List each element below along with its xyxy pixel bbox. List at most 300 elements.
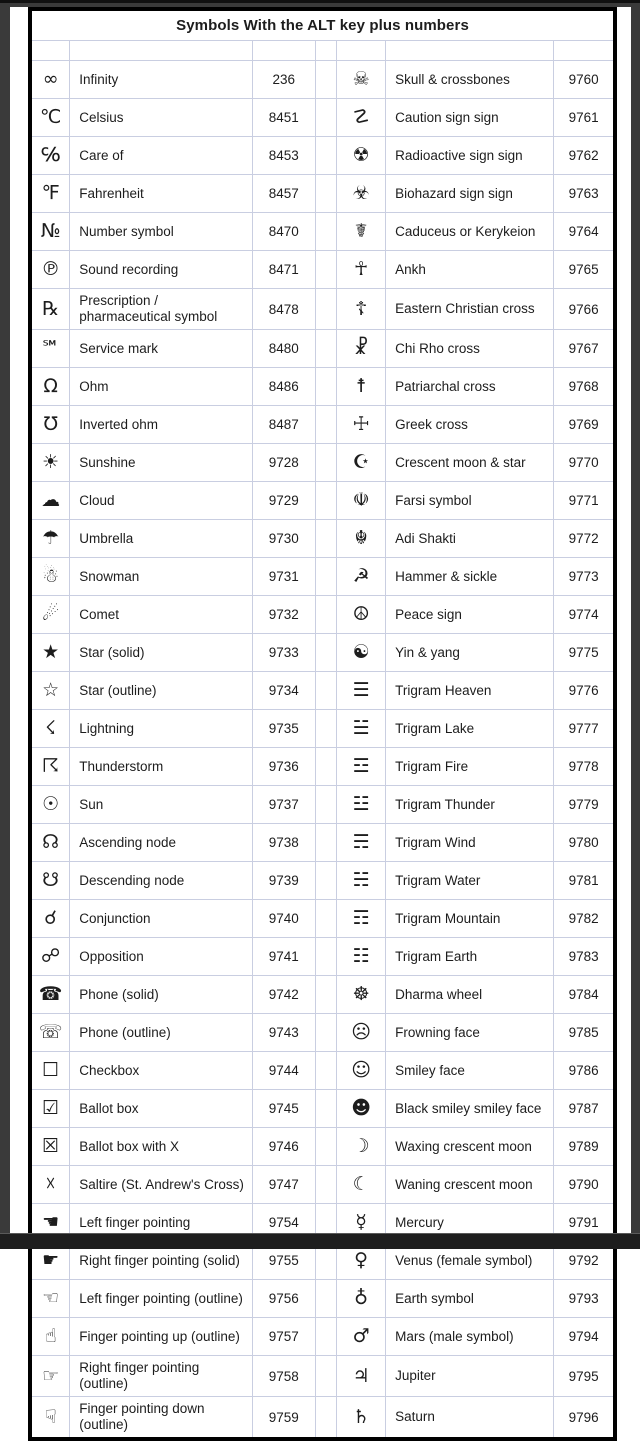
table-row: [30, 786, 615, 824]
spacer-cell: [315, 1356, 336, 1397]
alt-code-left: 9742: [252, 976, 315, 1014]
table-row: [30, 1014, 615, 1052]
spacer-cell: [315, 1090, 336, 1128]
alt-code-right: 9764: [554, 213, 615, 251]
alt-code-right: 9761: [554, 99, 615, 137]
symbol-glyph-left: ★: [30, 634, 70, 672]
symbol-glyph-right: ☱: [337, 710, 386, 748]
alt-code-right: 9794: [554, 1318, 615, 1356]
spacer-cell: [315, 406, 336, 444]
alt-code-right: 9768: [554, 368, 615, 406]
symbol-glyph-right: ☽: [337, 1128, 386, 1166]
table-row: [30, 1397, 615, 1440]
spacer-cell: [315, 976, 336, 1014]
symbol-glyph-left: ☓: [30, 1166, 70, 1204]
table-row: [30, 137, 615, 175]
symbol-name-left: Cloud: [70, 482, 252, 520]
symbol-name-left: Comet: [70, 596, 252, 634]
symbol-glyph-left: ℞: [30, 289, 70, 330]
alt-code-left: 9755: [252, 1242, 315, 1280]
symbol-glyph-left: ℠: [30, 330, 70, 368]
symbol-glyph-left: ☞: [30, 1356, 70, 1397]
alt-code-right: 9781: [554, 862, 615, 900]
alt-code-right: 9770: [554, 444, 615, 482]
symbol-glyph-left: ☄: [30, 596, 70, 634]
symbol-name-right: Trigram Wind: [386, 824, 554, 862]
symbol-glyph-right: ☭: [337, 558, 386, 596]
symbol-name-right: Trigram Heaven: [386, 672, 554, 710]
symbol-glyph-left: ☈: [30, 748, 70, 786]
alt-code-right: 9769: [554, 406, 615, 444]
symbol-glyph-right: ☪: [337, 444, 386, 482]
symbol-name-right: Biohazard sign sign: [386, 175, 554, 213]
table-row: [30, 289, 615, 330]
symbol-name-left: Fahrenheit: [70, 175, 252, 213]
alt-codes-table: [28, 7, 617, 1441]
spacer-cell: [315, 862, 336, 900]
symbol-name-right: Eastern Christian cross: [386, 289, 554, 330]
alt-code-left: 9735: [252, 710, 315, 748]
spacer-cell: [315, 748, 336, 786]
symbol-name-left: Star (solid): [70, 634, 252, 672]
symbol-name-left: Left finger pointing (outline): [70, 1280, 252, 1318]
symbol-glyph-right: ☡: [337, 99, 386, 137]
alt-code-left: 9757: [252, 1318, 315, 1356]
symbol-name-left: Right finger pointing (outline): [70, 1356, 252, 1397]
spacer-cell: [315, 99, 336, 137]
symbol-glyph-left: ☝: [30, 1318, 70, 1356]
table-row: [30, 596, 615, 634]
symbol-name-left: Conjunction: [70, 900, 252, 938]
table-row: [30, 251, 615, 289]
table-row: [30, 520, 615, 558]
empty-cell: [30, 41, 70, 61]
symbol-name-right: Radioactive sign sign: [386, 137, 554, 175]
symbol-glyph-right: ☴: [337, 824, 386, 862]
alt-code-left: 8457: [252, 175, 315, 213]
alt-code-left: 9737: [252, 786, 315, 824]
table-row: [30, 1242, 615, 1280]
alt-code-right: 9773: [554, 558, 615, 596]
table-title: Symbols With the ALT key plus numbers: [30, 9, 615, 41]
symbol-glyph-left: ☚: [30, 1204, 70, 1242]
spacer-cell: [315, 672, 336, 710]
symbol-name-right: Saturn: [386, 1397, 554, 1440]
table-title-row: [30, 9, 615, 41]
symbol-name-right: Yin & yang: [386, 634, 554, 672]
symbol-name-left: Right finger pointing (solid): [70, 1242, 252, 1280]
symbol-glyph-left: ℗: [30, 251, 70, 289]
symbol-glyph-left: ☁: [30, 482, 70, 520]
table-row: [30, 976, 615, 1014]
symbol-glyph-left: Ω: [30, 368, 70, 406]
symbol-glyph-left: ☀: [30, 444, 70, 482]
spacer-cell: [315, 596, 336, 634]
alt-code-left: 9741: [252, 938, 315, 976]
symbol-name-right: Hammer & sickle: [386, 558, 554, 596]
symbol-glyph-left: ☃: [30, 558, 70, 596]
symbol-name-right: Peace sign: [386, 596, 554, 634]
alt-code-left: 9734: [252, 672, 315, 710]
symbol-glyph-right: ☻: [337, 1090, 386, 1128]
symbol-glyph-right: ☰: [337, 672, 386, 710]
symbol-glyph-left: ☉: [30, 786, 70, 824]
symbol-name-left: Ohm: [70, 368, 252, 406]
empty-cell: [386, 41, 554, 61]
table-row: [30, 1052, 615, 1090]
symbol-name-left: Left finger pointing: [70, 1204, 252, 1242]
empty-cell: [337, 41, 386, 61]
alt-code-left: 9759: [252, 1397, 315, 1440]
symbol-name-left: Sunshine: [70, 444, 252, 482]
symbol-name-right: Waning crescent moon: [386, 1166, 554, 1204]
symbol-glyph-left: ☍: [30, 938, 70, 976]
symbol-glyph-right: ☺: [337, 1052, 386, 1090]
spacer-cell: [315, 1052, 336, 1090]
table-row: [30, 900, 615, 938]
spacer-cell: [315, 558, 336, 596]
symbol-name-left: Infinity: [70, 61, 252, 99]
symbol-glyph-right: ☧: [337, 330, 386, 368]
symbol-glyph-left: ☑: [30, 1090, 70, 1128]
alt-code-right: 9786: [554, 1052, 615, 1090]
symbol-name-left: Sun: [70, 786, 252, 824]
spacer-cell: [315, 1128, 336, 1166]
symbol-glyph-right: ☾: [337, 1166, 386, 1204]
alt-code-right: 9765: [554, 251, 615, 289]
symbol-name-left: Finger pointing up (outline): [70, 1318, 252, 1356]
alt-code-left: 9754: [252, 1204, 315, 1242]
table-row: [30, 330, 615, 368]
alt-code-right: 9763: [554, 175, 615, 213]
alt-code-right: 9779: [554, 786, 615, 824]
table-row: [30, 1318, 615, 1356]
alt-code-right: 9762: [554, 137, 615, 175]
symbol-name-right: Ankh: [386, 251, 554, 289]
alt-code-right: 9785: [554, 1014, 615, 1052]
symbol-name-left: Sound recording: [70, 251, 252, 289]
symbol-name-right: Mercury: [386, 1204, 554, 1242]
alt-code-left: 9733: [252, 634, 315, 672]
table-row: [30, 862, 615, 900]
table-row: [30, 482, 615, 520]
symbol-name-right: Farsi symbol: [386, 482, 554, 520]
symbol-glyph-left: ℧: [30, 406, 70, 444]
symbol-glyph-right: ☬: [337, 520, 386, 558]
spacer-cell: [315, 1280, 336, 1318]
spacer-cell: [315, 900, 336, 938]
symbol-name-left: Prescription / pharmaceutical symbol: [70, 289, 252, 330]
table-row: [30, 406, 615, 444]
alt-code-left: 9745: [252, 1090, 315, 1128]
symbol-name-left: Ballot box: [70, 1090, 252, 1128]
symbol-glyph-left: ☇: [30, 710, 70, 748]
alt-code-left: 8471: [252, 251, 315, 289]
symbol-glyph-right: ♀: [337, 1242, 386, 1280]
symbol-glyph-left: ☏: [30, 1014, 70, 1052]
symbol-name-right: Crescent moon & star: [386, 444, 554, 482]
symbol-glyph-right: ☶: [337, 900, 386, 938]
symbol-glyph-right: ☦: [337, 289, 386, 330]
alt-code-right: 9776: [554, 672, 615, 710]
empty-cell: [70, 41, 252, 61]
alt-code-right: 9767: [554, 330, 615, 368]
spacer-cell: [315, 213, 336, 251]
table-row: [30, 368, 615, 406]
symbol-glyph-left: ☟: [30, 1397, 70, 1440]
alt-code-left: 9732: [252, 596, 315, 634]
table-row: [30, 1128, 615, 1166]
symbol-name-left: Snowman: [70, 558, 252, 596]
symbol-glyph-right: ☵: [337, 862, 386, 900]
symbol-glyph-right: ☤: [337, 213, 386, 251]
table-row: [30, 1166, 615, 1204]
symbol-glyph-left: ℅: [30, 137, 70, 175]
symbol-name-left: Ascending node: [70, 824, 252, 862]
alt-code-left: 9744: [252, 1052, 315, 1090]
symbol-name-right: Smiley face: [386, 1052, 554, 1090]
symbol-glyph-right: ☯: [337, 634, 386, 672]
symbol-name-left: Phone (outline): [70, 1014, 252, 1052]
symbol-glyph-left: ☆: [30, 672, 70, 710]
symbol-glyph-left: №: [30, 213, 70, 251]
table-row: [30, 710, 615, 748]
symbol-name-right: Dharma wheel: [386, 976, 554, 1014]
symbol-name-right: Mars (male symbol): [386, 1318, 554, 1356]
spacer-cell: [315, 444, 336, 482]
symbol-glyph-right: ☨: [337, 368, 386, 406]
symbol-glyph-right: ☣: [337, 175, 386, 213]
spacer-cell: [315, 330, 336, 368]
symbol-name-right: Caduceus or Kerykeion: [386, 213, 554, 251]
table-row: [30, 748, 615, 786]
symbol-glyph-left: ℃: [30, 99, 70, 137]
alt-code-right: 9775: [554, 634, 615, 672]
empty-cell: [252, 41, 315, 61]
alt-code-left: 9730: [252, 520, 315, 558]
table-row: [30, 824, 615, 862]
alt-code-left: 9743: [252, 1014, 315, 1052]
symbol-name-left: Celsius: [70, 99, 252, 137]
spacer-cell: [315, 786, 336, 824]
symbol-name-right: Waxing crescent moon: [386, 1128, 554, 1166]
symbol-name-left: Service mark: [70, 330, 252, 368]
alt-code-right: 9777: [554, 710, 615, 748]
symbol-glyph-left: ☒: [30, 1128, 70, 1166]
alt-code-left: 9731: [252, 558, 315, 596]
symbol-name-right: Jupiter: [386, 1356, 554, 1397]
symbol-name-right: Frowning face: [386, 1014, 554, 1052]
symbol-name-right: Patriarchal cross: [386, 368, 554, 406]
table-row: [30, 213, 615, 251]
symbol-name-left: Number symbol: [70, 213, 252, 251]
symbol-name-right: Trigram Fire: [386, 748, 554, 786]
alt-code-right: 9790: [554, 1166, 615, 1204]
symbol-glyph-right: ☫: [337, 482, 386, 520]
symbol-name-right: Trigram Water: [386, 862, 554, 900]
alt-code-left: 8486: [252, 368, 315, 406]
alt-code-right: 9778: [554, 748, 615, 786]
symbol-glyph-right: ☹: [337, 1014, 386, 1052]
symbol-glyph-right: ☥: [337, 251, 386, 289]
alt-code-right: 9760: [554, 61, 615, 99]
symbol-glyph-right: ☩: [337, 406, 386, 444]
symbol-name-right: Adi Shakti: [386, 520, 554, 558]
symbol-glyph-left: ∞: [30, 61, 70, 99]
symbol-name-left: Descending node: [70, 862, 252, 900]
empty-cell: [315, 41, 336, 61]
symbol-name-right: Trigram Lake: [386, 710, 554, 748]
spacer-cell: [315, 710, 336, 748]
spacer-cell: [315, 824, 336, 862]
symbol-glyph-left: ☂: [30, 520, 70, 558]
symbol-glyph-left: ☋: [30, 862, 70, 900]
symbol-name-left: Phone (solid): [70, 976, 252, 1014]
alt-code-right: 9795: [554, 1356, 615, 1397]
table-row: [30, 1090, 615, 1128]
alt-code-left: 9758: [252, 1356, 315, 1397]
spacer-cell: [315, 1166, 336, 1204]
alt-code-right: 9774: [554, 596, 615, 634]
symbol-glyph-right: ♁: [337, 1280, 386, 1318]
alt-code-right: 9783: [554, 938, 615, 976]
alt-code-right: 9787: [554, 1090, 615, 1128]
alt-code-right: 9791: [554, 1204, 615, 1242]
table-row: [30, 558, 615, 596]
alt-code-left: 9728: [252, 444, 315, 482]
symbol-glyph-right: ☿: [337, 1204, 386, 1242]
symbol-name-left: Thunderstorm: [70, 748, 252, 786]
alt-code-right: 9796: [554, 1397, 615, 1440]
symbol-name-left: Saltire (St. Andrew's Cross): [70, 1166, 252, 1204]
symbol-glyph-right: ☲: [337, 748, 386, 786]
symbol-name-right: Venus (female symbol): [386, 1242, 554, 1280]
spacer-cell: [315, 175, 336, 213]
spacer-cell: [315, 1318, 336, 1356]
symbol-glyph-right: ♄: [337, 1397, 386, 1440]
symbol-glyph-left: ☎: [30, 976, 70, 1014]
alt-code-left: 9729: [252, 482, 315, 520]
table-row: [30, 175, 615, 213]
symbol-name-right: Chi Rho cross: [386, 330, 554, 368]
symbol-name-right: Greek cross: [386, 406, 554, 444]
spacer-cell: [315, 482, 336, 520]
symbol-name-right: Caution sign sign: [386, 99, 554, 137]
symbol-table-body: [30, 9, 615, 1439]
alt-code-right: 9789: [554, 1128, 615, 1166]
symbol-glyph-right: ☮: [337, 596, 386, 634]
table-row: [30, 634, 615, 672]
symbol-name-left: Finger pointing down (outline): [70, 1397, 252, 1440]
spacer-cell: [315, 1242, 336, 1280]
alt-code-left: 9736: [252, 748, 315, 786]
spacer-cell: [315, 368, 336, 406]
alt-code-left: 9746: [252, 1128, 315, 1166]
table-row: [30, 1280, 615, 1318]
alt-code-left: 8487: [252, 406, 315, 444]
alt-code-left: 9738: [252, 824, 315, 862]
alt-code-right: 9766: [554, 289, 615, 330]
alt-code-left: 8480: [252, 330, 315, 368]
table-row: [30, 1356, 615, 1397]
table-row: [30, 99, 615, 137]
alt-code-right: 9782: [554, 900, 615, 938]
alt-code-left: 9756: [252, 1280, 315, 1318]
symbol-glyph-right: ♃: [337, 1356, 386, 1397]
symbol-glyph-right: ☸: [337, 976, 386, 1014]
alt-code-left: 9739: [252, 862, 315, 900]
symbol-name-left: Lightning: [70, 710, 252, 748]
alt-code-right: 9771: [554, 482, 615, 520]
table-row: [30, 444, 615, 482]
alt-code-left: 8478: [252, 289, 315, 330]
alt-code-left: 8451: [252, 99, 315, 137]
symbol-glyph-left: ☌: [30, 900, 70, 938]
symbol-glyph-left: ☜: [30, 1280, 70, 1318]
symbol-glyph-left: ☊: [30, 824, 70, 862]
spacer-cell: [315, 251, 336, 289]
symbol-glyph-right: ♂: [337, 1318, 386, 1356]
symbol-name-left: Checkbox: [70, 1052, 252, 1090]
alt-code-left: 9747: [252, 1166, 315, 1204]
spacer-cell: [315, 520, 336, 558]
alt-code-left: 236: [252, 61, 315, 99]
alt-code-left: 8453: [252, 137, 315, 175]
symbol-glyph-left: ℉: [30, 175, 70, 213]
table-row: [30, 1204, 615, 1242]
symbol-name-right: Trigram Thunder: [386, 786, 554, 824]
document-page: [10, 7, 631, 1432]
symbol-name-left: Inverted ohm: [70, 406, 252, 444]
symbol-glyph-left: ☛: [30, 1242, 70, 1280]
table-row: [30, 672, 615, 710]
alt-code-left: 9740: [252, 900, 315, 938]
alt-code-left: 8470: [252, 213, 315, 251]
table-empty-row: [30, 41, 615, 61]
spacer-cell: [315, 1014, 336, 1052]
symbol-name-right: Black smiley smiley face: [386, 1090, 554, 1128]
spacer-cell: [315, 137, 336, 175]
spacer-cell: [315, 289, 336, 330]
spacer-cell: [315, 1204, 336, 1242]
empty-cell: [554, 41, 615, 61]
alt-code-right: 9784: [554, 976, 615, 1014]
spacer-cell: [315, 61, 336, 99]
symbol-glyph-left: ☐: [30, 1052, 70, 1090]
symbol-name-left: Umbrella: [70, 520, 252, 558]
table-row: [30, 61, 615, 99]
spacer-cell: [315, 634, 336, 672]
symbol-glyph-right: ☢: [337, 137, 386, 175]
spacer-cell: [315, 938, 336, 976]
alt-code-right: 9772: [554, 520, 615, 558]
symbol-name-left: Star (outline): [70, 672, 252, 710]
alt-code-right: 9780: [554, 824, 615, 862]
symbol-name-left: Care of: [70, 137, 252, 175]
symbol-name-right: Trigram Mountain: [386, 900, 554, 938]
symbol-name-right: Trigram Earth: [386, 938, 554, 976]
symbol-glyph-right: ☷: [337, 938, 386, 976]
alt-code-right: 9793: [554, 1280, 615, 1318]
table-row: [30, 938, 615, 976]
symbol-glyph-right: ☠: [337, 61, 386, 99]
alt-code-right: 9792: [554, 1242, 615, 1280]
symbol-name-right: Earth symbol: [386, 1280, 554, 1318]
symbol-name-left: Ballot box with X: [70, 1128, 252, 1166]
spacer-cell: [315, 1397, 336, 1440]
symbol-glyph-right: ☳: [337, 786, 386, 824]
symbol-name-left: Opposition: [70, 938, 252, 976]
